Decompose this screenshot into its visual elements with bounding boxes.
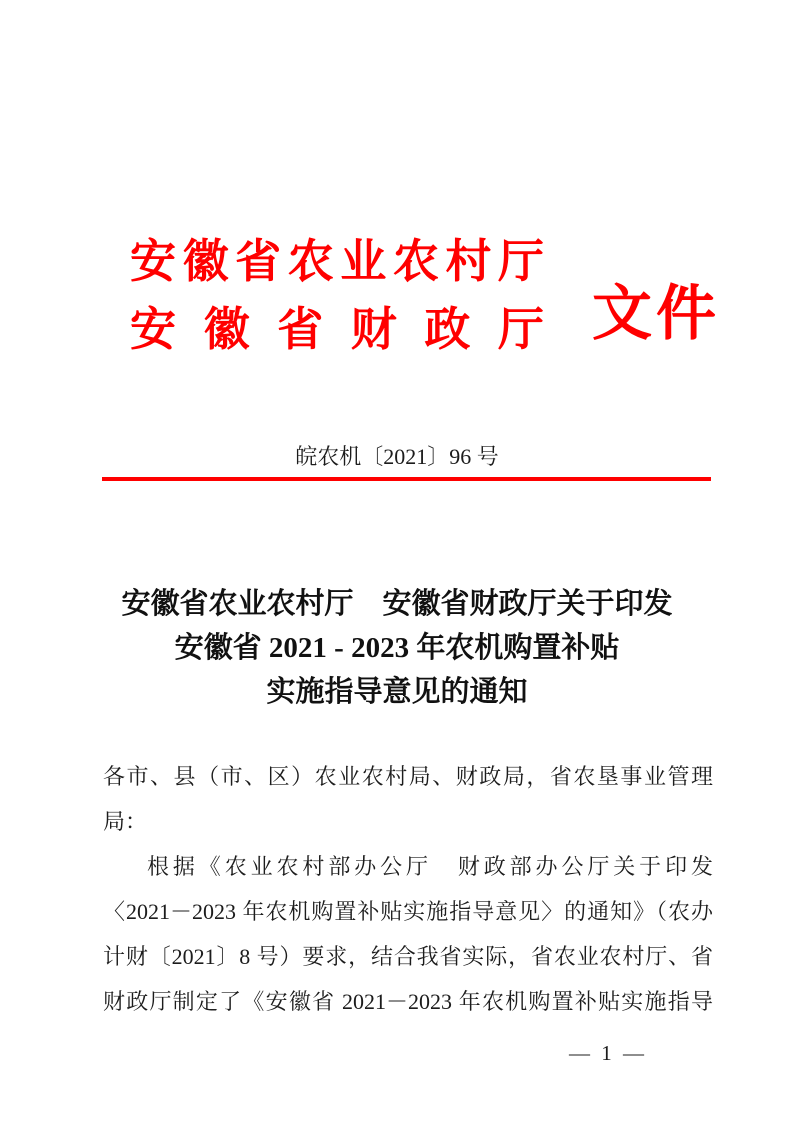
document-title [0,582,794,714]
agency-name-line1: 安徽省农业农村厅 [130,236,544,287]
title-line-3: 实施指导意见的通知 [266,676,528,708]
page-number: — 1 — [569,1041,647,1065]
body-line-4: 〈2021－2023 年农机购置补贴实施指导意见〉的通知》（农办 [103,899,713,924]
letterhead [130,228,544,364]
document-type-label: 文件 [592,281,720,347]
body-line-1: 各市、县（市、区）农业农村局、财政局，省农垦事业管理 [103,764,713,789]
document-body [103,754,713,1024]
body-line-2: 局： [103,809,148,834]
red-divider-line [102,477,711,481]
body-line-6: 财政厅制定了《安徽省 2021－2023 年农机购置补贴实施指导 [103,989,713,1014]
agency-name-line2: 安徽省财政厅 [130,304,544,355]
body-line-3: 根据《农业农村部办公厅 财政部办公厅关于印发 [147,854,713,879]
body-line-5: 计财〔2021〕8 号）要求，结合我省实际，省农业农村厅、省 [103,944,713,969]
document-number: 皖农机〔2021〕96 号 [295,444,499,469]
title-line-2: 安徽省 2021 - 2023 年农机购置补贴 [174,632,620,664]
title-line-1: 安徽省农业农村厅 安徽省财政厅关于印发 [121,588,673,620]
